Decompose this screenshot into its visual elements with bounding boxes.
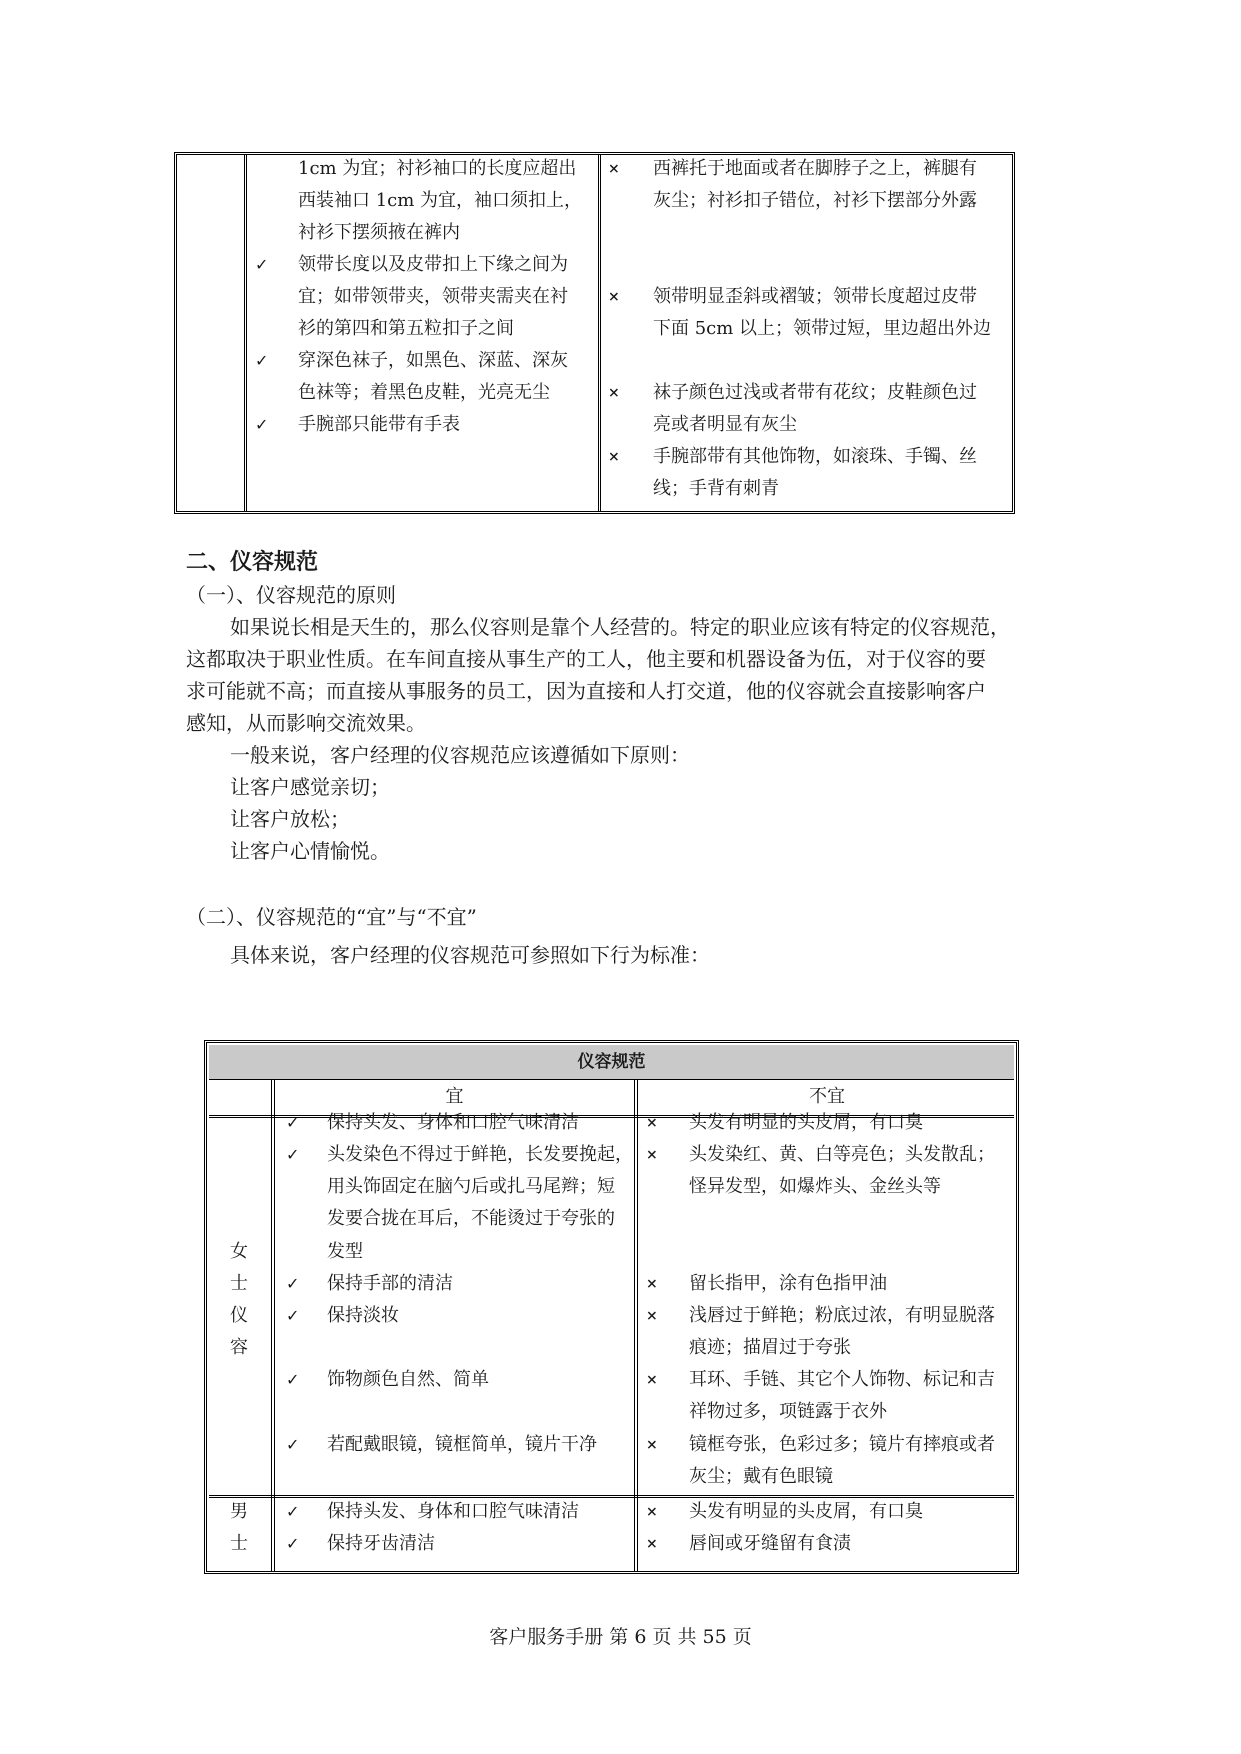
cross-icon: × bbox=[646, 1536, 658, 1552]
check-icon: ✓ bbox=[255, 415, 269, 434]
paragraph-line: 具体来说，客户经理的仪容规范可参照如下行为标准： bbox=[230, 943, 710, 967]
table-title: 仪容规范 bbox=[209, 1045, 1014, 1080]
subsection-heading: （一）、仪容规范的原则 bbox=[186, 583, 396, 607]
check-icon: ✓ bbox=[255, 255, 269, 274]
buyi-text-line: 灰尘；衬衫扣子错位，衬衫下摆部分外露 bbox=[653, 190, 977, 211]
paragraph-line: 一般来说，客户经理的仪容规范应该遵循如下原则： bbox=[230, 743, 690, 767]
section-heading: 二、仪容规范 bbox=[186, 550, 319, 575]
yi-text-line: 领带长度以及皮带扣上下缘之间为 bbox=[298, 254, 568, 275]
buyi-text-line: 手腕部带有其他饰物，如滚珠、手镯、丝 bbox=[653, 446, 977, 467]
cross-icon: × bbox=[608, 289, 620, 305]
buyi-text-line: 西裤托于地面或者在脚脖子之上，裤腿有 bbox=[653, 158, 977, 179]
yi-text-line: 发型 bbox=[327, 1241, 363, 1262]
row-label-char: 男 bbox=[230, 1501, 248, 1522]
yi-text-line: 1cm 为宜；衬衫袖口的长度应超出 bbox=[298, 158, 577, 179]
table-divider bbox=[598, 155, 601, 511]
cross-icon: × bbox=[608, 161, 620, 177]
buyi-text-line: 留长指甲，涂有色指甲油 bbox=[689, 1273, 887, 1294]
cross-icon: × bbox=[646, 1115, 658, 1131]
paragraph-line: 如果说长相是天生的，那么仪容则是靠个人经营的。特定的职业应该有特定的仪容规范， bbox=[230, 615, 1010, 639]
column-header-yi: 宜 bbox=[445, 1086, 464, 1107]
yi-text-line: 发要合拢在耳后，不能烫过于夸张的 bbox=[327, 1208, 615, 1229]
paragraph-line: 求可能就不高；而直接从事服务的员工，因为直接和人打交道，他的仪容就会直接影响客户 bbox=[186, 679, 986, 703]
page-footer: 客户服务手册 第 6 页 共 55 页 bbox=[489, 1626, 752, 1648]
row-label-char: 士 bbox=[230, 1533, 248, 1554]
table-rule bbox=[209, 1497, 1014, 1498]
yi-text-line: 用头饰固定在脑勺后或扎马尾辫；短 bbox=[327, 1176, 615, 1197]
buyi-text-line: 镜框夸张，色彩过多；镜片有摔痕或者 bbox=[689, 1434, 995, 1455]
check-icon: ✓ bbox=[286, 1274, 300, 1293]
paragraph-line: 这都取决于职业性质。在车间直接从事生产的工人，他主要和机器设备为伍，对于仪容的要 bbox=[186, 647, 986, 671]
buyi-text-line: 祥物过多，项链露于衣外 bbox=[689, 1401, 887, 1422]
buyi-text-line: 下面 5cm 以上；领带过短，里边超出外边 bbox=[653, 318, 992, 339]
buyi-text-line: 线；手背有刺青 bbox=[653, 478, 779, 499]
buyi-text-line: 耳环、手链、其它个人饰物、标记和吉 bbox=[689, 1369, 995, 1390]
cross-icon: × bbox=[646, 1437, 658, 1453]
buyi-text-line: 痕迹；描眉过于夸张 bbox=[689, 1337, 851, 1358]
yi-text-line: 若配戴眼镜，镜框简单，镜片干净 bbox=[327, 1434, 597, 1455]
cross-icon: × bbox=[608, 449, 620, 465]
cross-icon: × bbox=[646, 1308, 658, 1324]
yi-text-line: 手腕部只能带有手表 bbox=[298, 414, 460, 435]
yi-text-line: 保持牙齿清洁 bbox=[327, 1533, 435, 1554]
principle-item: 让客户感觉亲切； bbox=[230, 775, 390, 799]
principle-item: 让客户心情愉悦。 bbox=[230, 839, 390, 863]
cross-icon: × bbox=[646, 1147, 658, 1163]
row-label-char: 仪 bbox=[230, 1305, 248, 1326]
yi-text-line: 头发染色不得过于鲜艳，长发要挽起， bbox=[327, 1144, 633, 1165]
check-icon: ✓ bbox=[286, 1370, 300, 1389]
table-divider bbox=[244, 155, 247, 511]
yi-text-line: 保持淡妆 bbox=[327, 1305, 399, 1326]
check-icon: ✓ bbox=[255, 351, 269, 370]
check-icon: ✓ bbox=[286, 1113, 300, 1132]
buyi-text-line: 灰尘；戴有色眼镜 bbox=[689, 1466, 833, 1487]
yi-text-line: 保持头发、身体和口腔气味清洁 bbox=[327, 1112, 579, 1133]
buyi-text-line: 怪异发型，如爆炸头、金丝头等 bbox=[689, 1176, 941, 1197]
check-icon: ✓ bbox=[286, 1534, 300, 1553]
row-label-char: 士 bbox=[230, 1273, 248, 1294]
yi-text-line: 宜；如带领带夹，领带夹需夹在衬 bbox=[298, 286, 568, 307]
table-rule bbox=[634, 1079, 635, 1571]
yi-text-line: 衬衫下摆须掖在裤内 bbox=[298, 222, 460, 243]
table-rule bbox=[274, 1079, 275, 1571]
buyi-text-line: 亮或者明显有灰尘 bbox=[653, 414, 797, 435]
subsection-heading: （二）、仪容规范的“宜”与“不宜” bbox=[186, 905, 477, 929]
buyi-text-line: 浅唇过于鲜艳；粉底过浓，有明显脱落 bbox=[689, 1305, 995, 1326]
row-label-char: 容 bbox=[230, 1337, 248, 1358]
check-icon: ✓ bbox=[286, 1145, 300, 1164]
yi-text-line: 保持手部的清洁 bbox=[327, 1273, 453, 1294]
cross-icon: × bbox=[646, 1276, 658, 1292]
buyi-text-line: 头发有明显的头皮屑，有口臭 bbox=[689, 1501, 923, 1522]
table-rule bbox=[209, 1495, 1014, 1496]
buyi-text-line: 头发有明显的头皮屑，有口臭 bbox=[689, 1112, 923, 1133]
yi-text-line: 西装袖口 1cm 为宜，袖口须扣上， bbox=[298, 190, 583, 211]
column-header-buyi: 不宜 bbox=[809, 1086, 845, 1107]
buyi-text-line: 领带明显歪斜或褶皱；领带长度超过皮带 bbox=[653, 286, 977, 307]
principle-item: 让客户放松； bbox=[230, 807, 350, 831]
check-icon: ✓ bbox=[286, 1306, 300, 1325]
yi-text-line: 饰物颜色自然、简单 bbox=[327, 1369, 489, 1390]
row-label-char: 女 bbox=[230, 1241, 248, 1262]
paragraph-line: 感知，从而影响交流效果。 bbox=[186, 711, 426, 735]
table-rule bbox=[637, 1079, 638, 1571]
yi-text-line: 穿深色袜子，如黑色、深蓝、深灰 bbox=[298, 350, 568, 371]
check-icon: ✓ bbox=[286, 1502, 300, 1521]
cross-icon: × bbox=[608, 385, 620, 401]
buyi-text-line: 头发染红、黄、白等亮色；头发散乱； bbox=[689, 1144, 995, 1165]
cross-icon: × bbox=[646, 1504, 658, 1520]
yi-text-line: 保持头发、身体和口腔气味清洁 bbox=[327, 1501, 579, 1522]
table-rule bbox=[271, 1079, 272, 1571]
yi-text-line: 衫的第四和第五粒扣子之间 bbox=[298, 318, 514, 339]
check-icon: ✓ bbox=[286, 1435, 300, 1454]
buyi-text-line: 唇间或牙缝留有食渍 bbox=[689, 1533, 851, 1554]
cross-icon: × bbox=[646, 1372, 658, 1388]
buyi-text-line: 袜子颜色过浅或者带有花纹；皮鞋颜色过 bbox=[653, 382, 977, 403]
yi-text-line: 色袜等；着黑色皮鞋，光亮无尘 bbox=[298, 382, 550, 403]
